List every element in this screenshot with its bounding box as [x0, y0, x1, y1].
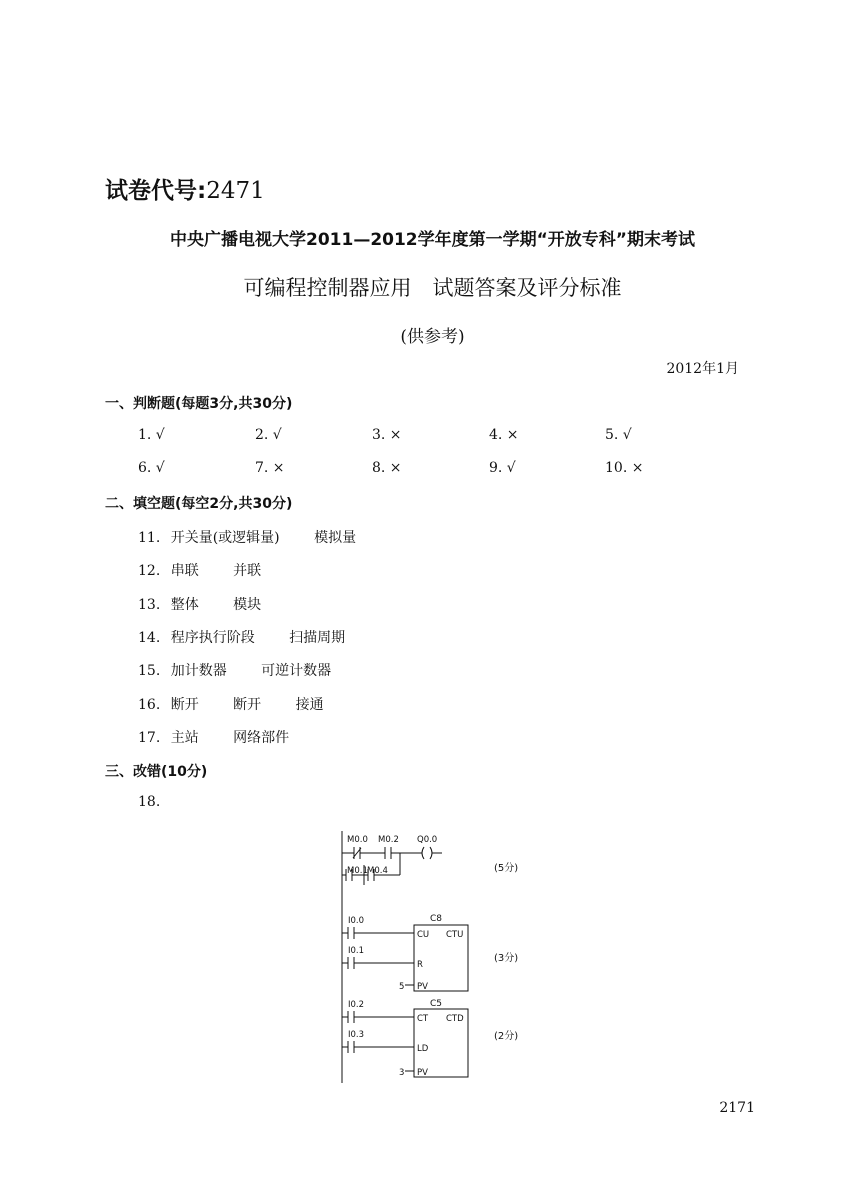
answer-part: 串联 [170, 563, 199, 579]
fill-item-14 [138, 627, 345, 647]
answer-part: 接通 [295, 697, 324, 713]
page-number: 2171 [719, 1100, 755, 1116]
pin-label: CU [417, 930, 430, 940]
item-number: 14. [138, 630, 161, 646]
rung-1 [342, 835, 518, 885]
fill-item-17 [138, 727, 289, 747]
answer-10: 10. × [605, 460, 644, 476]
fill-item-11 [138, 527, 356, 547]
section1-title: 一、判断题(每题3分,共30分) [105, 396, 293, 412]
section2-title: 二、填空题(每空2分,共30分) [105, 496, 293, 512]
pin-label: CT [417, 1014, 429, 1024]
answer-part: 整体 [170, 597, 199, 613]
contact-label: M0.2 [378, 835, 399, 845]
counter-name: C5 [430, 999, 443, 1009]
answer-part: 可逆计数器 [261, 663, 332, 679]
item-number: 16. [138, 697, 161, 713]
answer-part: 扫描周期 [289, 630, 346, 646]
item-number: 11. [138, 530, 161, 546]
item-number: 12. [138, 563, 161, 579]
answer-1: 1. √ [138, 427, 165, 443]
answer-7: 7. × [255, 460, 285, 476]
preset-value: 3 [399, 1068, 405, 1078]
input-label: I0.3 [348, 1030, 365, 1040]
item-number: 15. [138, 663, 161, 679]
reference-note: (供参考) [400, 327, 465, 347]
exam-code-label: 试卷代号: [105, 178, 207, 204]
fill-item-15 [138, 660, 331, 680]
contact-label: M0.4 [367, 866, 388, 876]
rung-2 [342, 914, 518, 992]
answer-3: 3. × [372, 427, 402, 443]
answer-part: 模拟量 [314, 530, 357, 546]
answer-part: 主站 [170, 730, 199, 746]
coil-label: Q0.0 [417, 835, 438, 845]
answer-part: 并联 [233, 563, 262, 579]
contact-label: M0.1 [347, 866, 368, 876]
answer-part: 断开 [233, 697, 262, 713]
preset-value: 5 [399, 982, 405, 992]
answer-part: 开关量(或逻辑量) [170, 530, 280, 546]
answer-8: 8. × [372, 460, 402, 476]
input-label: I0.0 [348, 916, 365, 926]
answer-6: 6. √ [138, 460, 165, 476]
answer-part: 断开 [170, 697, 199, 713]
ladder-diagram [330, 825, 550, 1085]
input-label: I0.2 [348, 1000, 365, 1010]
pin-label: PV [417, 982, 428, 992]
pin-label: LD [417, 1044, 429, 1054]
pin-label: PV [417, 1068, 428, 1078]
fill-item-12 [138, 560, 261, 580]
answer-part: 程序执行阶段 [170, 630, 255, 646]
rung-3 [342, 999, 518, 1078]
item-number: 17. [138, 730, 161, 746]
exam-date: 2012年1月 [666, 361, 739, 377]
score-label: (2分) [494, 1031, 519, 1042]
answer-4: 4. × [489, 427, 519, 443]
answer-part: 模块 [233, 597, 262, 613]
counter-name: C8 [430, 914, 443, 924]
item-18-number: 18. [138, 794, 161, 810]
fill-item-16 [138, 694, 324, 714]
counter-type: CTU [446, 930, 464, 940]
item-number: 13. [138, 597, 161, 613]
score-label: (5分) [494, 863, 519, 874]
answer-part: 网络部件 [233, 730, 290, 746]
counter-type: CTD [446, 1014, 464, 1024]
answer-part: 加计数器 [170, 663, 227, 679]
section3-title: 三、改错(10分) [105, 764, 208, 780]
score-label: (3分) [494, 953, 519, 964]
input-label: I0.1 [348, 946, 365, 956]
contact-label: M0.0 [347, 835, 368, 845]
exam-code-number: 2471 [206, 178, 265, 204]
answer-9: 9. √ [489, 460, 516, 476]
course-title: 可编程控制器应用 试题答案及评分标准 [243, 276, 622, 300]
answer-2: 2. √ [255, 427, 282, 443]
university-line: 中央广播电视大学2011—2012学年度第一学期“开放专科”期末考试 [170, 230, 695, 250]
pin-label: R [417, 960, 423, 970]
exam-code [105, 172, 265, 205]
answer-5: 5. √ [605, 427, 632, 443]
fill-item-13 [138, 594, 261, 614]
